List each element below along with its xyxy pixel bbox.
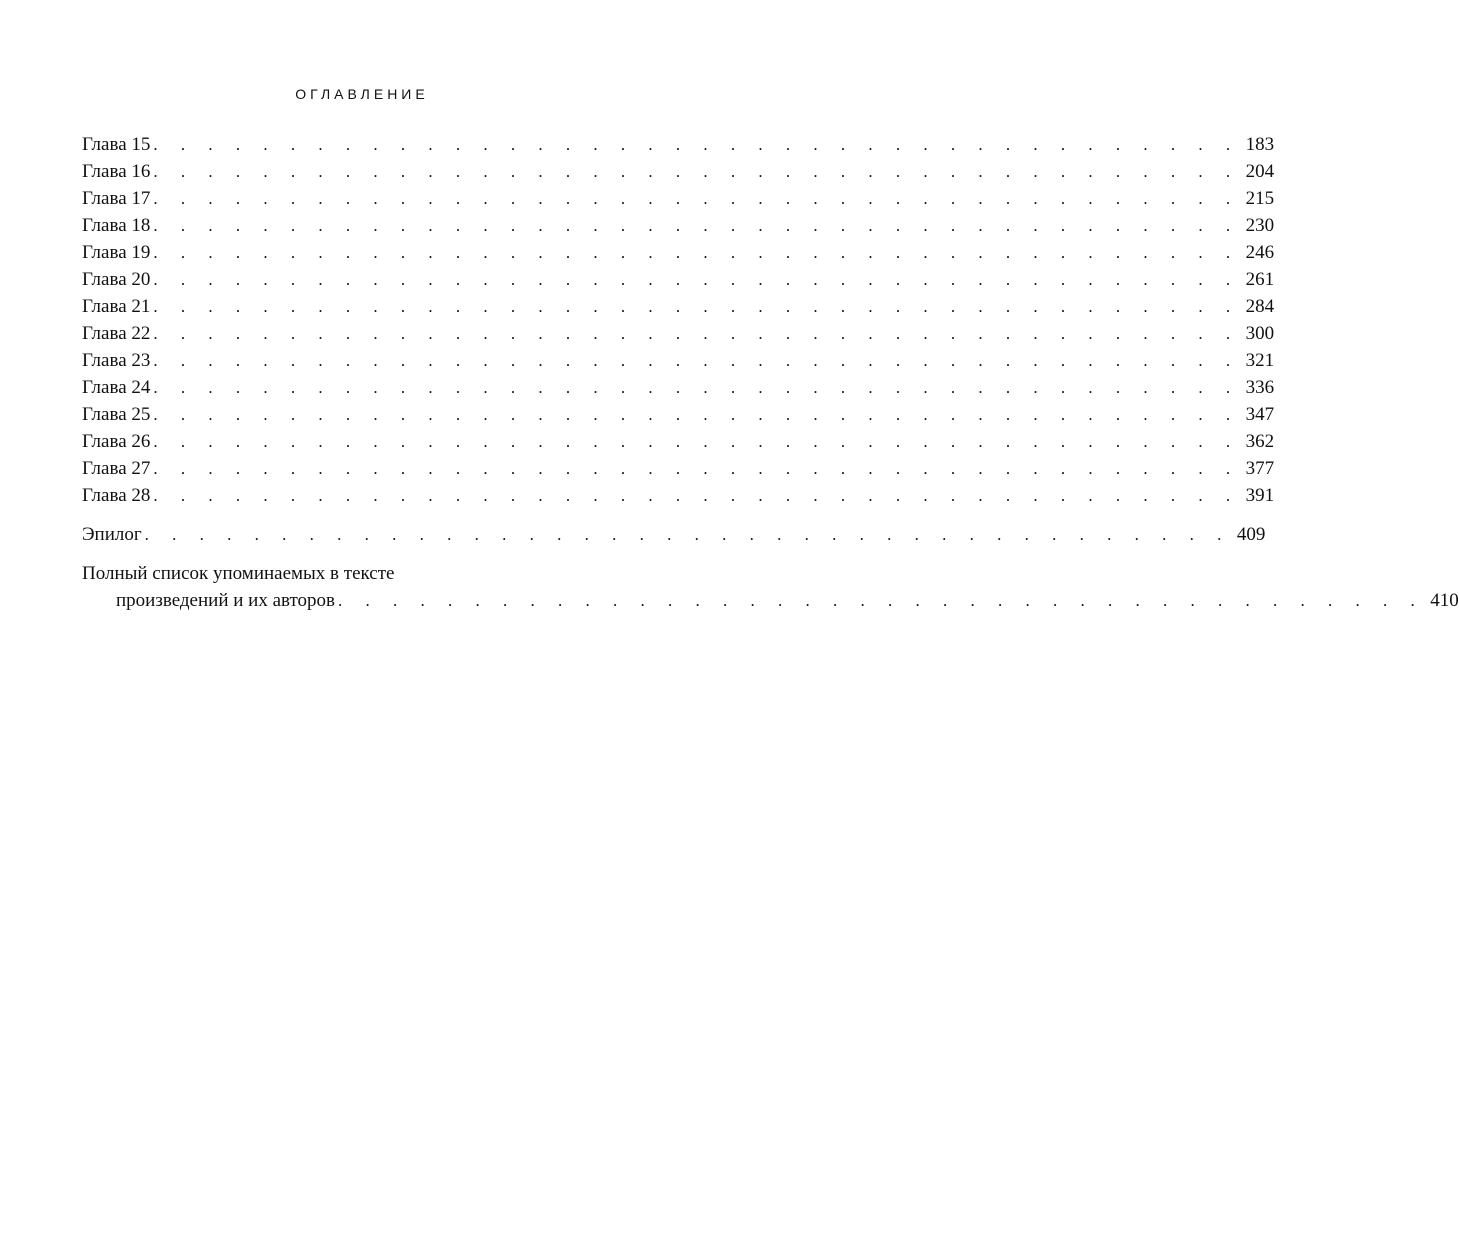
toc-entry-page-number: 300 xyxy=(1245,323,1275,344)
leader-dots: . . . . . . . . . . . . . . . . . . . . . . . . . . . . . . . . . . . . . . . . xyxy=(153,162,1240,181)
toc-entry-label: Глава 20 xyxy=(82,269,151,290)
toc-entry-page-number: 377 xyxy=(1245,458,1275,479)
toc-entry-label: Эпилог xyxy=(82,524,142,545)
toc-entry-page-number: 336 xyxy=(1245,377,1275,398)
chapter-list xyxy=(82,131,1275,509)
toc-entry-label-line-1: Полный список упоминаемых в тексте xyxy=(82,563,395,584)
section-gap xyxy=(82,548,638,560)
toc-entry-page-number: 347 xyxy=(1245,404,1275,425)
toc-entry-chapter[interactable] xyxy=(82,212,1275,239)
toc-entry-chapter[interactable] xyxy=(82,131,1275,158)
toc-entry-page-number: 204 xyxy=(1245,161,1275,182)
leader-dots: . . . . . . . . . . . . . . . . . . . . . . . . . . . . . . . . . . . . . . . . xyxy=(153,216,1240,235)
toc-entry-chapter[interactable] xyxy=(82,374,1275,401)
toc-entry-label: Глава 28 xyxy=(82,485,151,506)
toc-entry-label-line-2: произведений и их авторов xyxy=(116,590,336,611)
toc-entry-chapter[interactable] xyxy=(82,185,1275,212)
toc-entry-page-number: 261 xyxy=(1245,269,1275,290)
toc-entry-label: Глава 19 xyxy=(82,242,151,263)
toc-entry-label: Глава 24 xyxy=(82,377,151,398)
leader-dots: . . . . . . . . . . . . . . . . . . . . . . . . . . . . . . . . . . . . . . . . xyxy=(144,525,1231,544)
toc-entry-chapter[interactable] xyxy=(82,266,1275,293)
toc-entry-label: Глава 17 xyxy=(82,188,151,209)
leader-dots: . . . . . . . . . . . . . . . . . . . . . . . . . . . . . . . . . . . . . . . . xyxy=(153,243,1240,262)
leader-dots: . . . . . . . . . . . . . . . . . . . . . . . . . . . . . . . . . . . . . . . . xyxy=(153,405,1240,424)
toc-entry-chapter[interactable] xyxy=(82,239,1275,266)
toc-entry-chapter[interactable] xyxy=(82,158,1275,185)
table-of-contents xyxy=(82,131,1459,614)
toc-entry-label: Глава 26 xyxy=(82,431,151,452)
toc-entry-label: Глава 22 xyxy=(82,323,151,344)
toc-entry-chapter[interactable] xyxy=(82,455,1275,482)
toc-entry-chapter[interactable] xyxy=(82,428,1275,455)
toc-entry-label: Глава 16 xyxy=(82,161,151,182)
toc-entry-page-number: 183 xyxy=(1245,134,1275,155)
leader-dots: . . . . . . . . . . . . . . . . . . . . . . . . . . . . . . . . . . . . . . . . xyxy=(153,324,1240,343)
leader-dots: . . . . . . . . . . . . . . . . . . . . . . . . . . . . . . . . . . . . . . . . xyxy=(338,591,1425,610)
toc-entry-chapter[interactable] xyxy=(82,401,1275,428)
toc-entry-label: Глава 21 xyxy=(82,296,151,317)
section-gap xyxy=(82,509,638,521)
toc-entry-works-list[interactable] xyxy=(82,560,1459,614)
toc-entry-page-number: 215 xyxy=(1245,188,1275,209)
toc-entry-page-number: 321 xyxy=(1245,350,1275,371)
page-title: ОГЛАВЛЕНИЕ xyxy=(295,86,429,102)
toc-entry-chapter[interactable] xyxy=(82,320,1275,347)
toc-entry-chapter[interactable] xyxy=(82,347,1275,374)
toc-entry-page-number: 246 xyxy=(1245,242,1275,263)
leader-dots: . . . . . . . . . . . . . . . . . . . . . . . . . . . . . . . . . . . . . . . . xyxy=(153,297,1240,316)
toc-entry-page-number: 362 xyxy=(1245,431,1275,452)
toc-entry-epilogue[interactable] xyxy=(82,521,1266,548)
leader-dots: . . . . . . . . . . . . . . . . . . . . . . . . . . . . . . . . . . . . . . . . xyxy=(153,351,1240,370)
toc-entry-page-number: 230 xyxy=(1245,215,1275,236)
toc-entry-label: Глава 15 xyxy=(82,134,151,155)
toc-entry-label: Глава 27 xyxy=(82,458,151,479)
toc-entry-label: Глава 23 xyxy=(82,350,151,371)
leader-dots: . . . . . . . . . . . . . . . . . . . . . . . . . . . . . . . . . . . . . . . . xyxy=(153,486,1240,505)
toc-entry-label: Глава 25 xyxy=(82,404,151,425)
leader-dots: . . . . . . . . . . . . . . . . . . . . . . . . . . . . . . . . . . . . . . . . xyxy=(153,459,1240,478)
toc-entry-page-number: 284 xyxy=(1245,296,1275,317)
toc-entry-chapter[interactable] xyxy=(82,482,1275,509)
toc-entry-chapter[interactable] xyxy=(82,293,1275,320)
toc-entry-page-number: 410 xyxy=(1430,590,1459,611)
leader-dots: . . . . . . . . . . . . . . . . . . . . . . . . . . . . . . . . . . . . . . . . xyxy=(153,189,1240,208)
toc-entry-label: Глава 18 xyxy=(82,215,151,236)
toc-entry-page-number: 391 xyxy=(1245,485,1275,506)
toc-entry-page-number: 409 xyxy=(1236,524,1266,545)
toc-entry-line-2 xyxy=(82,587,1459,614)
leader-dots: . . . . . . . . . . . . . . . . . . . . . . . . . . . . . . . . . . . . . . . . xyxy=(153,378,1240,397)
leader-dots: . . . . . . . . . . . . . . . . . . . . . . . . . . . . . . . . . . . . . . . . xyxy=(153,432,1240,451)
leader-dots: . . . . . . . . . . . . . . . . . . . . . . . . . . . . . . . . . . . . . . . . xyxy=(153,135,1240,154)
leader-dots: . . . . . . . . . . . . . . . . . . . . . . . . . . . . . . . . . . . . . . . . xyxy=(153,270,1240,289)
